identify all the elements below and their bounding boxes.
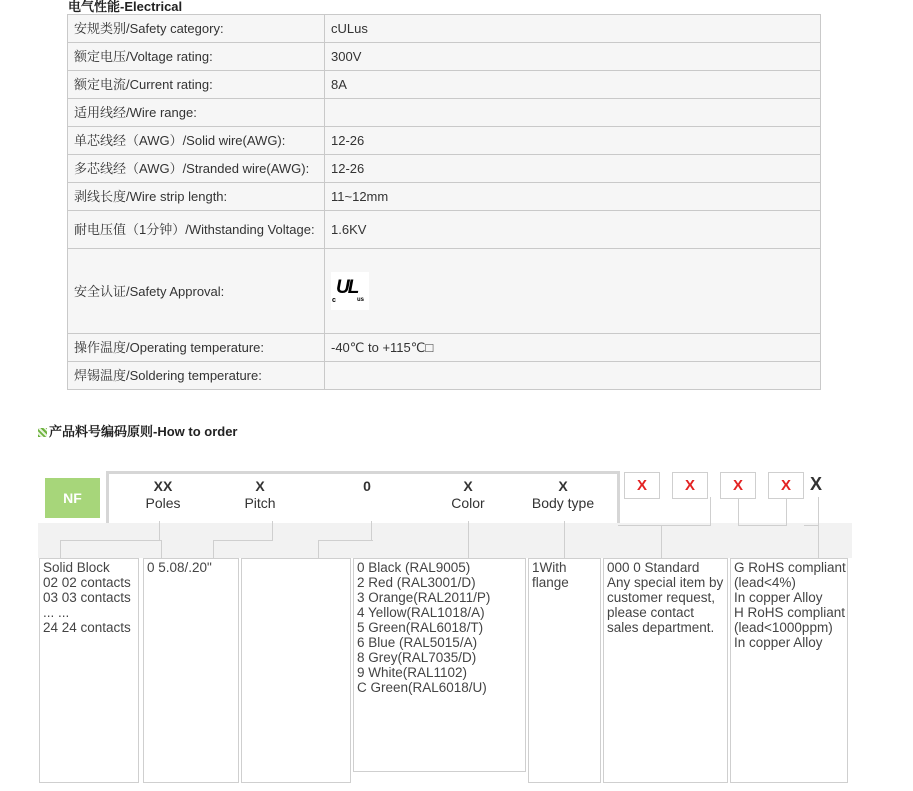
connector-line <box>371 521 373 541</box>
column-body-type: 1With flange <box>528 558 601 783</box>
suffix-code-box: X <box>720 472 756 499</box>
spec-value: cULus <box>325 15 821 43</box>
spec-label: 剥线长度/Wire strip length: <box>68 183 325 211</box>
table-row <box>68 155 821 183</box>
code-body-type: X Body type <box>531 478 595 511</box>
table-row <box>68 183 821 211</box>
spec-value <box>325 99 821 127</box>
column-rohs: G RoHS compliant (lead<4%) In copper Alloy H RoHS compliant (lead<1000ppm) In copper Alloy <box>730 558 848 783</box>
prefix-badge: NF <box>45 478 100 518</box>
connector-line <box>786 498 788 526</box>
table-row <box>68 71 821 99</box>
electrical-spec-table <box>67 14 821 390</box>
connector-line <box>564 521 566 558</box>
code-poles: XX Poles <box>145 478 181 511</box>
ul-certification-logo: c UL us <box>331 272 369 310</box>
connector-line <box>318 540 373 559</box>
table-row <box>68 15 821 43</box>
spec-label: 适用线经/Wire range: <box>68 99 325 127</box>
spec-label: 单芯线经（AWG）/Solid wire(AWG): <box>68 127 325 155</box>
spec-label: 安规类别/Safety category: <box>68 15 325 43</box>
electrical-section-title: 电气性能-Electrical <box>68 0 183 14</box>
spec-label: 额定电压/Voltage rating: <box>68 43 325 71</box>
code-bar <box>106 471 620 527</box>
suffix-code-box: X <box>672 472 708 499</box>
connector-line <box>618 525 710 527</box>
spec-value: 8A <box>325 71 821 99</box>
code-zero: 0 <box>363 478 371 494</box>
column-blank <box>241 558 351 783</box>
spec-value: -40℃ to +115℃□ <box>325 334 821 362</box>
column-special: 000 0 Standard Any special item by customer request, please contact sales department. <box>603 558 728 783</box>
table-row <box>68 362 821 390</box>
column-pitch: 0 5.08/.20" <box>143 558 239 783</box>
spec-value: 11~12mm <box>325 183 821 211</box>
column-color: 0 Black (RAL9005) 2 Red (RAL3001/D) 3 Orange(RAL2011/P) 4 Yellow(RAL1018/A) 5 Green(RAL6018/T) 6 Blue (RAL5015/A) 8 Grey(RAL7035/D) 9 White(RAL1102) C Green(RAL6018/U) <box>353 558 526 772</box>
spec-label: 焊锡温度/Soldering temperature: <box>68 362 325 390</box>
table-row <box>68 43 821 71</box>
connector-line <box>60 540 162 559</box>
connector-line <box>213 540 273 559</box>
suffix-code-plain: X <box>810 474 823 494</box>
connector-line <box>710 497 712 526</box>
connector-line <box>661 525 663 558</box>
how-to-order-title: 产品料号编码原则-How to order <box>38 421 238 440</box>
table-row <box>68 211 821 249</box>
connector-line <box>738 498 740 526</box>
spec-label: 安全认证/Safety Approval: <box>68 249 325 334</box>
table-row <box>68 249 821 334</box>
code-color: X Color <box>451 478 485 511</box>
table-row <box>68 334 821 362</box>
spec-value: 12-26 <box>325 127 821 155</box>
spec-value: 300V <box>325 43 821 71</box>
spec-label: 多芯线经（AWG）/Stranded wire(AWG): <box>68 155 325 183</box>
connector-line <box>159 521 161 541</box>
table-row <box>68 127 821 155</box>
connector-line <box>818 497 820 558</box>
connector-line <box>272 521 274 541</box>
spec-value <box>325 249 821 334</box>
spec-value <box>325 362 821 390</box>
spec-value: 12-26 <box>325 155 821 183</box>
spec-value: 1.6KV <box>325 211 821 249</box>
spec-label: 耐电压值（1分钟）/Withstanding Voltage: <box>68 211 325 249</box>
table-row <box>68 99 821 127</box>
spec-label: 额定电流/Current rating: <box>68 71 325 99</box>
connector-line <box>468 521 470 558</box>
connector-line <box>738 525 787 527</box>
suffix-code-box: X <box>768 472 804 499</box>
suffix-code-box: X <box>624 472 660 499</box>
code-pitch: X Pitch <box>244 478 276 511</box>
bullet-icon <box>38 428 47 437</box>
column-poles: Solid Block 02 02 contacts 03 03 contacts ... ... 24 24 contacts <box>39 558 139 783</box>
connector-line <box>804 525 818 527</box>
spec-label: 操作温度/Operating temperature: <box>68 334 325 362</box>
